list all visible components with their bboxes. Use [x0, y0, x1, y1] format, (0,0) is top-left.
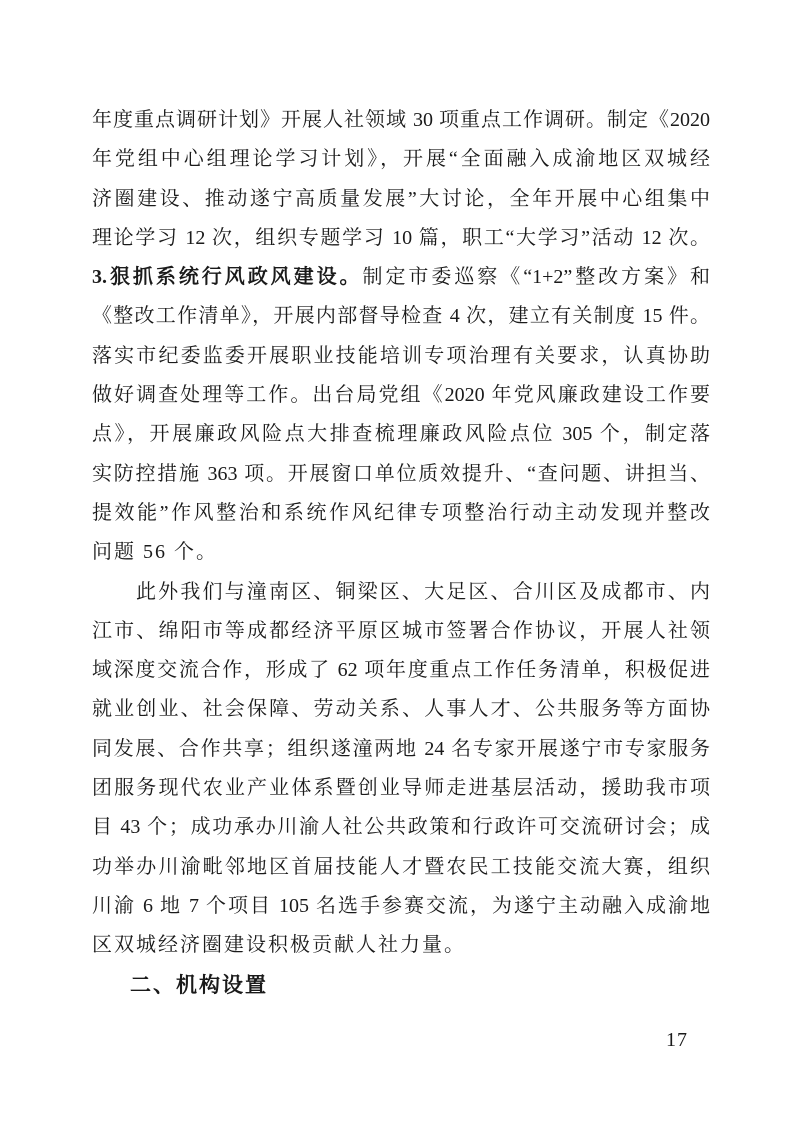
document-line: 《整改工作清单》，开展内部督导检查 4 次，建立有关制度 15 件。 — [92, 305, 710, 328]
text-run: 制定市委巡察《“1+2”整改方案》和 — [362, 266, 710, 289]
document-line: 功举办川渝毗邻地区首届技能人才暨农民工技能交流大赛，组织 — [92, 855, 710, 878]
document-line: 团服务现代农业产业体系暨创业导师走进基层活动，援助我市项 — [92, 777, 710, 800]
document-line: 提效能”作风整治和系统作风纪律专项整治行动主动发现并整改 — [92, 501, 710, 524]
section-heading: 二、机构设置 — [130, 973, 268, 997]
page-number: 17 — [666, 1029, 688, 1051]
text-block — [92, 101, 710, 1005]
document-line: 同发展、合作共享；组织遂潼两地 24 名专家开展遂宁市专家服务 — [92, 737, 710, 760]
document-line: 此外我们与潼南区、铜梁区、大足区、合川区及成都市、内 — [136, 580, 710, 603]
document-line: 年党组中心组理论学习计划》，开展“全面融入成渝地区双城经 — [92, 148, 710, 171]
document-line: 理论学习 12 次，组织专题学习 10 篇，职工“大学习”活动 12 次。 — [92, 226, 710, 249]
document-line: 年度重点调研计划》开展人社领域 30 项重点工作调研。制定《2020 — [92, 109, 710, 131]
document-line: 济圈建设、推动遂宁高质量发展”大讨论，全年开展中心组集中 — [92, 187, 710, 210]
document-line: 问题 56 个。 — [92, 541, 218, 564]
document-line: 点》，开展廉政风险点大排查梳理廉政风险点位 305 个，制定落 — [92, 423, 710, 446]
bold-run: 3.狠抓系统行风政风建设。 — [92, 266, 363, 289]
document-line: 区双城经济圈建设积极贡献人社力量。 — [92, 934, 466, 957]
document-line: 实防控措施 363 项。开展窗口单位质效提升、“查问题、讲担当、 — [92, 462, 710, 485]
document-line: 目 43 个；成功承办川渝人社公共政策和行政许可交流研讨会；成 — [92, 816, 710, 839]
document-line: 江市、绵阳市等成都经济平原区城市签署合作协议，开展人社领 — [92, 619, 710, 642]
document-line: 落实市纪委监委开展职业技能培训专项治理有关要求，认真协助 — [92, 344, 710, 367]
document-line: 川渝 6 地 7 个项目 105 名选手参赛交流，为遂宁主动融入成渝地 — [92, 894, 710, 917]
document-line — [92, 258, 710, 297]
document-line: 做好调查处理等工作。出台局党组《2020 年党风廉政建设工作要 — [92, 384, 710, 407]
document-line: 域深度交流合作，形成了 62 项年度重点工作任务清单，积极促进 — [92, 659, 710, 682]
document-line: 就业创业、社会保障、劳动关系、人事人才、公共服务等方面协 — [92, 698, 710, 721]
